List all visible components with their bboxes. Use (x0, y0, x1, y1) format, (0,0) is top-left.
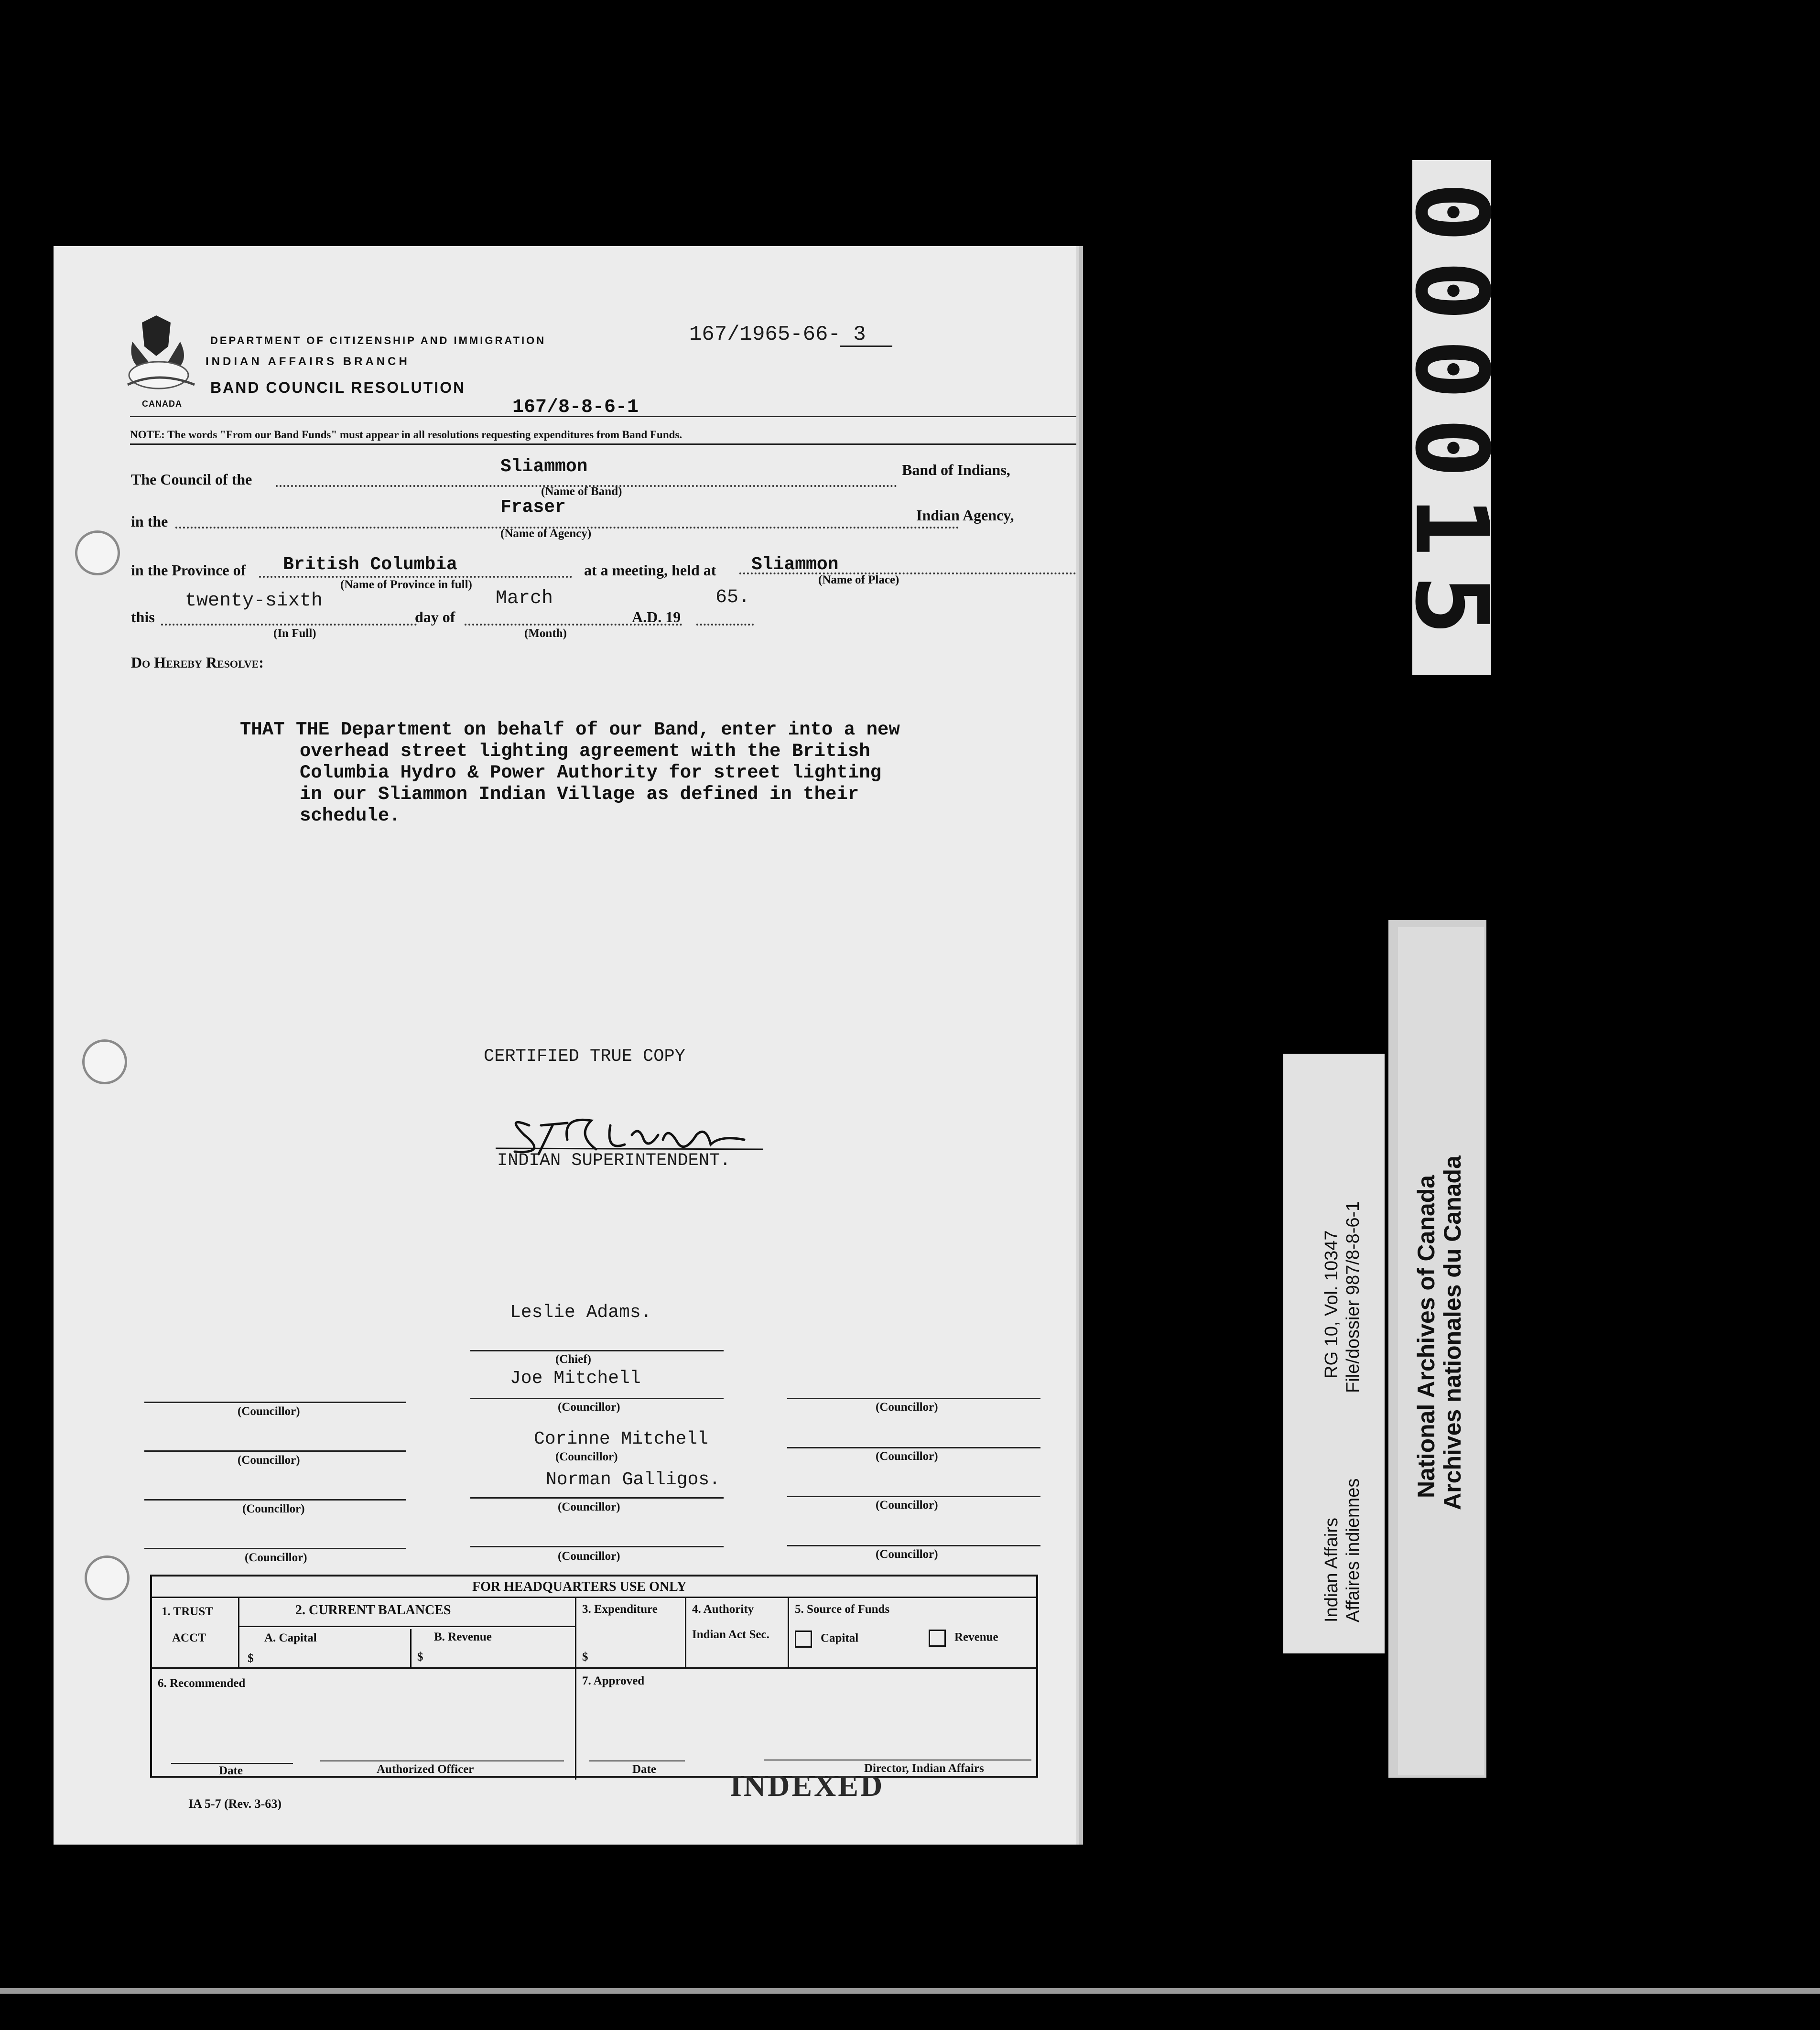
band-caption: (Name of Band) (541, 485, 622, 498)
province-label: in the Province of (131, 561, 246, 579)
hq-source-revenue-label: Revenue (954, 1630, 998, 1644)
councillor-caption-m1: (Councillor) (558, 1401, 620, 1414)
hq-app-date-line (589, 1760, 685, 1761)
chief-line (470, 1350, 724, 1351)
hq-source-capital (795, 1630, 858, 1648)
councillor-line-r4 (787, 1545, 1040, 1546)
resolution-text (240, 719, 900, 827)
hq-col-1 (238, 1597, 239, 1668)
archive-rg-volume: RG 10, Vol. 10347 (1322, 1230, 1342, 1379)
chief-caption: (Chief) (555, 1353, 591, 1366)
punch-hole-bottom (85, 1555, 130, 1600)
hq-revenue-label: B. Revenue (434, 1630, 492, 1643)
hq-expenditure-dollar: $ (582, 1651, 588, 1663)
month-caption: (Month) (524, 627, 567, 640)
hq-col-capital-revenue (410, 1629, 412, 1668)
month-value: March (496, 588, 553, 609)
hq-source-capital-label: Capital (821, 1631, 859, 1645)
resolution-line-2: overhead street lighting agreement with the British (300, 741, 870, 762)
archive-card (1398, 927, 1484, 1775)
form-code: IA 5-7 (Rev. 3-63) (188, 1797, 282, 1811)
archive-affairs-fr: Affaires indiennes (1343, 1478, 1363, 1622)
hq-recommended-label: 6. Recommended (158, 1677, 246, 1690)
agency-label: in the (131, 513, 168, 530)
hq-source-label: 5. Source of Funds (795, 1603, 890, 1616)
country-label: CANADA (142, 399, 182, 409)
headquarters-box (150, 1575, 1038, 1778)
councillor-caption-m3: (Councillor) (558, 1501, 620, 1513)
hq-approved-label: 7. Approved (582, 1674, 645, 1687)
hq-col-3 (685, 1597, 686, 1668)
hq-rec-date-caption: Date (219, 1764, 243, 1777)
chief-name: Leslie Adams. (510, 1302, 652, 1323)
councillor-caption-r2: (Councillor) (876, 1450, 938, 1463)
coat-of-arms-icon (123, 313, 199, 394)
councillor-line-m4 (470, 1546, 724, 1547)
hq-col-2 (575, 1597, 576, 1780)
punch-hole-middle (82, 1039, 127, 1084)
resolution-line-1: THAT THE Department on behalf of our Band, enter into a new (240, 719, 900, 740)
hq-expenditure-label: 3. Expenditure (582, 1603, 658, 1616)
council-label: The Council of the (131, 471, 252, 488)
day-line (161, 624, 417, 626)
hq-officer-caption: Authorized Officer (377, 1763, 474, 1776)
councillor-name-1: Joe Mitchell (510, 1368, 641, 1389)
councillor-caption-m2: (Councillor) (555, 1450, 618, 1463)
reference-card (1283, 1054, 1385, 1653)
councillor-caption-l1: (Councillor) (238, 1405, 300, 1418)
archive-affairs-en: Indian Affairs (1322, 1517, 1342, 1622)
province-line (259, 576, 572, 578)
place-value: Sliammon (751, 554, 839, 575)
councillor-caption-r3: (Councillor) (876, 1499, 938, 1512)
capital-checkbox-icon[interactable] (795, 1630, 812, 1648)
councillor-line-l4 (144, 1548, 406, 1549)
film-frame-label (1393, 160, 1510, 675)
province-value: British Columbia (283, 554, 457, 575)
hq-director-caption: Director, Indian Affairs (864, 1762, 984, 1775)
hq-capital-dollar: $ (248, 1652, 254, 1665)
councillor-caption-m4: (Councillor) (558, 1550, 620, 1563)
councillor-line-m1 (470, 1398, 724, 1399)
branch-name: INDIAN AFFAIRS BRANCH (206, 355, 410, 368)
councillor-caption-r4: (Councillor) (876, 1548, 938, 1561)
councillor-caption-r1: (Councillor) (876, 1401, 938, 1414)
councillor-caption-l2: (Councillor) (238, 1454, 300, 1467)
councillor-caption-l4: (Councillor) (245, 1551, 307, 1564)
resolution-line-3: Columbia Hydro & Power Authority for street lighting (300, 762, 881, 783)
hq-app-date-caption: Date (632, 1763, 656, 1776)
place-caption: (Name of Place) (818, 573, 899, 586)
resolution-line-4: in our Sliammon Indian Village as defined in their (300, 784, 859, 805)
agency-caption: (Name of Agency) (500, 527, 592, 540)
meeting-label: at a meeting, held at (584, 561, 716, 579)
archive-name-en: National Archives of Canada (1413, 1175, 1440, 1498)
archive-name-fr: Archives nationales du Canada (1439, 1155, 1466, 1510)
hq-rule-mid (152, 1667, 1036, 1669)
year-line (696, 624, 754, 626)
certified-heading: CERTIFIED TRUE COPY (484, 1047, 685, 1067)
ad-label: A.D. 19 (632, 608, 681, 626)
archive-file-dossier: File/dossier 987/8-8-6-1 (1343, 1201, 1363, 1393)
agency-name-value: Fraser (500, 497, 566, 518)
hq-trust-label: 1. TRUST (162, 1605, 213, 1618)
hq-revenue-dollar: $ (417, 1651, 423, 1663)
header-rule-top (130, 416, 1076, 417)
councillor-line-l2 (144, 1450, 406, 1452)
agency-suffix: Indian Agency, (916, 507, 1014, 524)
province-caption: (Name of Province in full) (340, 578, 472, 591)
department-name: DEPARTMENT OF CITIZENSHIP AND IMMIGRATION (210, 335, 546, 346)
councillor-line-m3 (470, 1497, 724, 1499)
superintendent-title: INDIAN SUPERINTENDENT. (497, 1151, 731, 1171)
file-number-underline (840, 346, 892, 347)
councillor-name-2: Corinne Mitchell (534, 1429, 708, 1449)
hq-balances-label: 2. CURRENT BALANCES (295, 1603, 451, 1618)
header-rule-bottom (130, 443, 1076, 445)
band-suffix: Band of Indians, (902, 461, 1010, 478)
councillor-line-l1 (144, 1402, 406, 1403)
hq-rec-date-line (171, 1763, 293, 1764)
hq-col-4 (788, 1597, 789, 1668)
councillor-line-r2 (787, 1447, 1040, 1448)
file-number: 167/1965-66- 3 (689, 323, 866, 346)
councillor-caption-l3: (Councillor) (242, 1502, 305, 1515)
film-edge-strip (0, 1988, 1820, 1994)
funds-note: NOTE: The words "From our Band Funds" must appear in all resolutions requesting expenditures from Band Funds. (130, 429, 682, 441)
hq-acct-label: ACCT (172, 1631, 206, 1644)
year-value: 65. (715, 587, 750, 608)
day-value: twenty-sixth (185, 590, 323, 612)
day-caption: (In Full) (273, 627, 316, 640)
councillor-line-r1 (787, 1398, 1040, 1399)
hq-rule-balances (238, 1626, 575, 1627)
revenue-checkbox-icon[interactable] (929, 1630, 946, 1647)
film-frame-number: 000015 (1393, 182, 1510, 654)
councillor-name-3: Norman Galligos. (546, 1469, 720, 1490)
punch-hole-top (75, 530, 120, 575)
hq-title: FOR HEADQUARTERS USE ONLY (472, 1579, 687, 1594)
resolve-heading: Do Hereby Resolve: (131, 654, 264, 671)
resolution-paper (54, 246, 1076, 1845)
hq-officer-line (320, 1760, 564, 1761)
hq-source-revenue (929, 1630, 998, 1647)
band-name-value: Sliammon (500, 456, 588, 477)
councillor-line-r3 (787, 1496, 1040, 1497)
hq-authority-label: 4. Authority (692, 1603, 754, 1616)
form-title: BAND COUNCIL RESOLUTION (210, 379, 466, 396)
councillor-line-l3 (144, 1499, 406, 1501)
day-of-label: day of (415, 608, 455, 626)
file-reference: 167/8-8-6-1 (512, 397, 639, 418)
indexed-stamp: INDEXED (730, 1769, 885, 1803)
resolution-line-5: schedule. (300, 805, 401, 826)
this-label: this (131, 608, 155, 626)
hq-authority-sec-label: Indian Act Sec. (692, 1628, 769, 1641)
hq-rule-title (152, 1597, 1036, 1598)
hq-capital-label: A. Capital (264, 1631, 317, 1644)
